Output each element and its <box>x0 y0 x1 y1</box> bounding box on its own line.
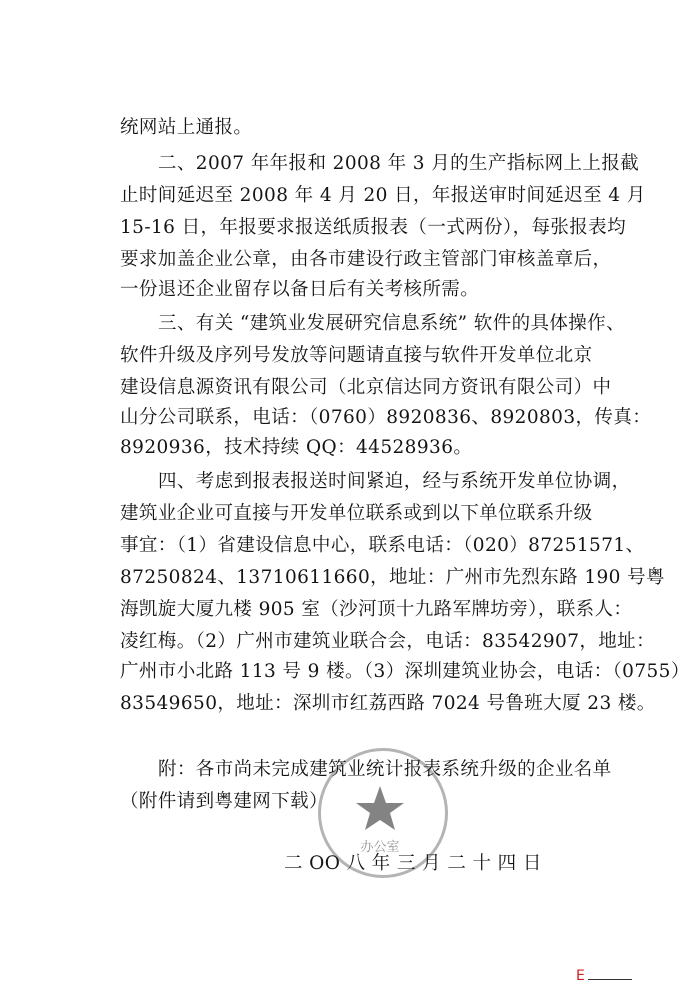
seal-star-icon <box>321 751 439 869</box>
text-line: 三、有关 “建筑业发展研究信息系统” 软件的具体操作、 <box>158 313 625 334</box>
text-line: 8920936，技术持续 QQ：44528936。 <box>120 437 473 458</box>
text-line: 凌红梅。（2）广州市建筑业联合会，电话：83542907，地址： <box>120 631 655 652</box>
corner-mark: E <box>576 968 585 984</box>
attachment-line: 附：各市尚未完成建筑业统计报表系统升级的企业名单 <box>158 759 612 780</box>
text-line: 二、2007 年年报和 2008 年 3 月的生产指标网上上报截 <box>158 153 640 174</box>
text-line: 15-16 日，年报要求报送纸质报表（一式两份），每张报表均 <box>120 217 626 238</box>
text-line: 广州市小北路 113 号 9 楼。（3）深圳建筑业协会，电话：（0755） <box>120 661 690 682</box>
text-line: 软件升级及序列号发放等问题请直接与软件开发单位北京 <box>120 345 593 366</box>
text-line: 一份退还企业留存以备日后有关考核所需。 <box>120 279 480 300</box>
svg-text:办公室: 办公室 <box>360 840 400 855</box>
corner-underline <box>588 979 632 980</box>
text-line: 要求加盖企业公章，由各市建设行政主管部门审核盖章后， <box>120 249 612 270</box>
text-line: 事宜：（1）省建设信息中心，联系电话：（020）87251571、 <box>120 535 645 556</box>
text-line: 四、考虑到报表报送时间紧迫，经与系统开发单位协调， <box>158 471 631 492</box>
text-line: 止时间延迟至 2008 年 4 月 20 日，年报送审时间延迟至 4 月 <box>120 185 646 206</box>
text-line: 建筑业企业可直接与开发单位联系或到以下单位联系升级 <box>120 503 593 524</box>
text-line: 建设信息源资讯有限公司（北京信达同方资讯有限公司）中 <box>120 377 612 398</box>
text-line: 海凯旋大厦九楼 905 室（沙河顶十九路军牌坊旁），联系人： <box>120 599 633 620</box>
text-line: 83549650，地址：深圳市红荔西路 7024 号鲁班大厦 23 楼。 <box>120 693 656 714</box>
text-line: 统网站上通报。 <box>120 117 253 138</box>
attachment-note: （附件请到粤建网下载） <box>120 791 328 812</box>
text-line: 87250824、13710611660，地址：广州市先烈东路 190 号粤 <box>120 567 665 588</box>
document-date: 二 OO 八 年 三 月 二 十 四 日 <box>284 853 542 874</box>
official-seal <box>318 748 448 878</box>
text-line: 山分公司联系，电话：（0760）8920836、8920803，传真： <box>120 407 652 428</box>
